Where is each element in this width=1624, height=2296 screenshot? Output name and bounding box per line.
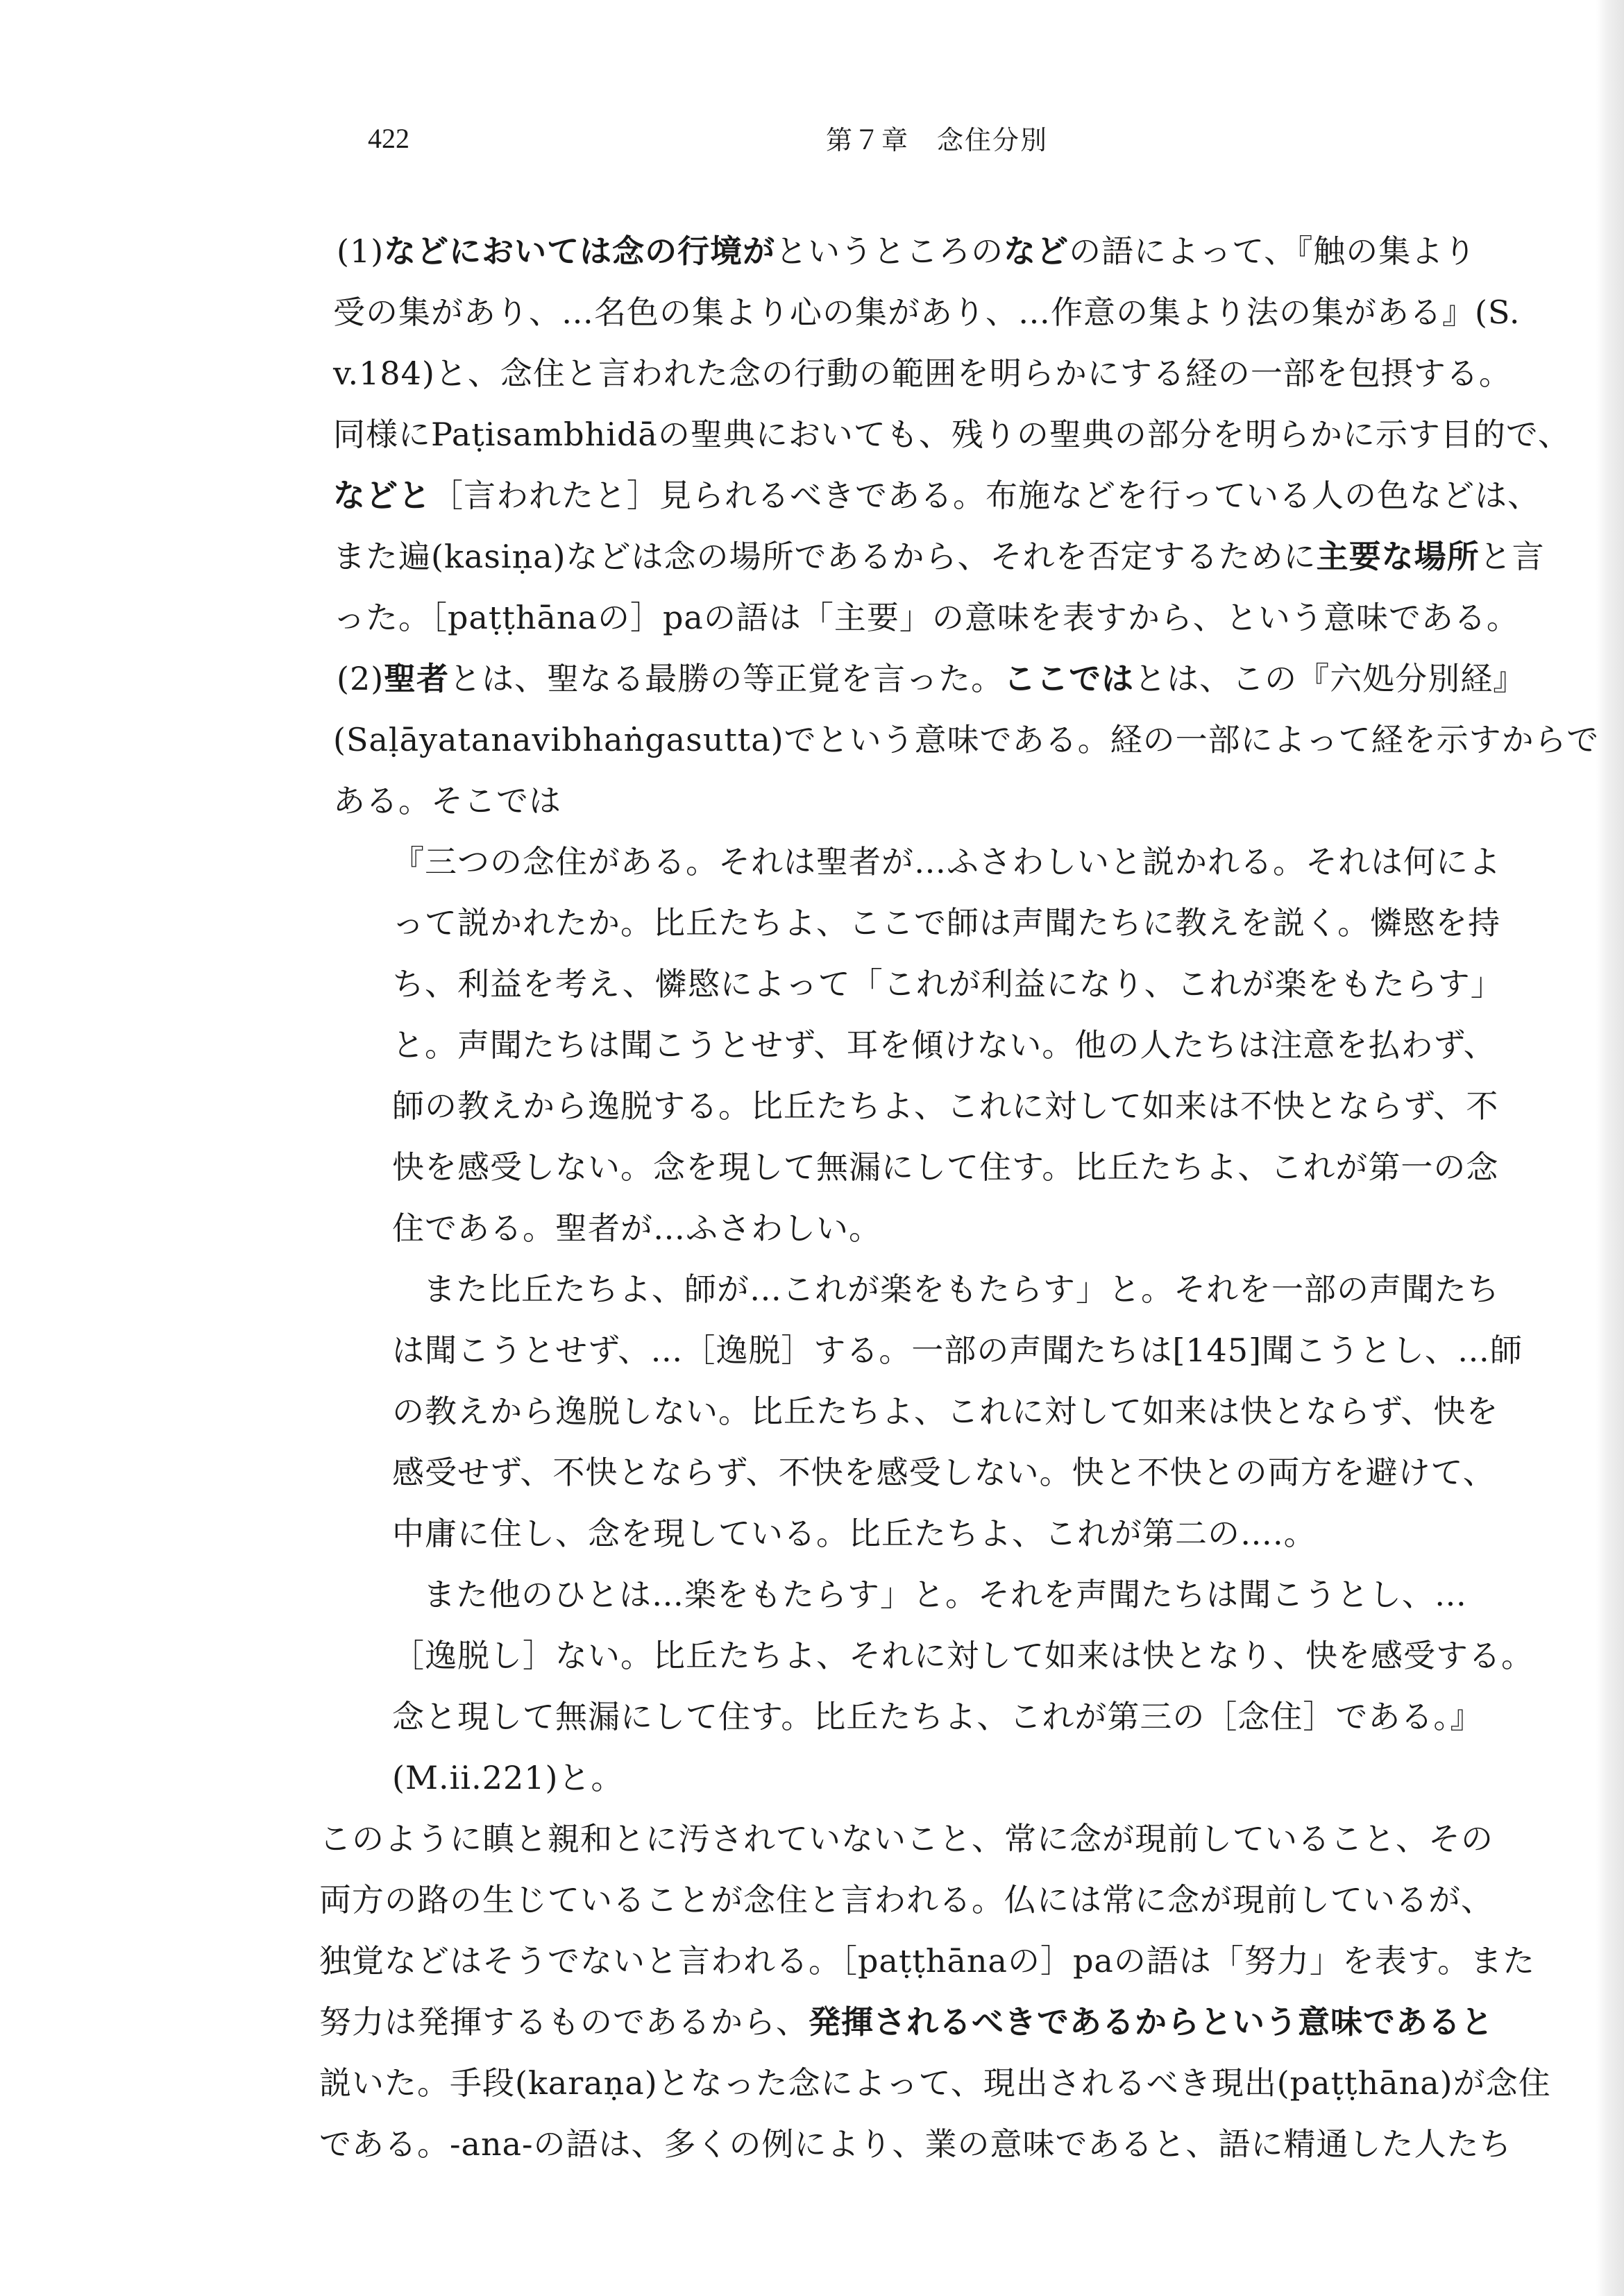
text-line: [319, 1994, 1494, 2050]
text-line: 独覚などはそうでないと言われる。［paṭṭhānaの］paの語は「努力」を表す。また: [319, 1942, 1536, 1980]
text-line: った。［paṭṭhānaの］paの語は「主要」の意味を表すから、という意味である。: [333, 599, 1519, 636]
text-line: ある。そこでは: [333, 782, 561, 819]
text-line: [337, 651, 1525, 706]
text-segment: と言: [1479, 538, 1545, 575]
quote-line: は聞こうとせず、…［逸脱］する。一部の声聞たちは[145]聞こうとし、…師: [392, 1332, 1523, 1369]
text-line: 両方の路の生じていることが念住と言われる。仏には常に念が現前しているが、: [319, 1881, 1494, 1919]
text-segment: (1): [337, 232, 384, 270]
text-line: 同様にPaṭisambhidāの聖典においても、残りの聖典の部分を明らかに示す目的で、: [333, 416, 1571, 453]
quote-line: 念と現して無漏にして住す。比丘たちよ、これが第三の［念住］である。』: [392, 1698, 1483, 1735]
bold-term: ここでは: [1004, 660, 1135, 697]
bold-term: 発揮されるべきであるからという意味であると: [809, 2003, 1494, 2041]
bold-term: 主要な場所: [1316, 538, 1480, 575]
text-line: である。-ana-の語は、多くの例により、業の意味であると、語に精通した人たち: [319, 2125, 1512, 2163]
quote-line: ［逸脱し］ない。比丘たちよ、それに対して如来は快となり、快を感受する。: [392, 1637, 1534, 1674]
quote-line: 快を感受しない。念を現して無漏にして住す。比丘たちよ、これが第一の念: [392, 1148, 1499, 1186]
bold-term: など: [1004, 232, 1069, 270]
text-segment: というところの: [775, 232, 1004, 270]
text-line: [333, 529, 1545, 584]
quote-line: と。声聞たちは聞こうとせず、耳を傾けない。他の人たちは注意を払わず、: [392, 1026, 1496, 1064]
text-line: [333, 468, 1540, 523]
text-segment: (2): [337, 660, 384, 697]
quote-line: (M.ii.221)と。: [392, 1759, 624, 1796]
text-segment: 努力は発揮するものであるから、: [319, 2003, 809, 2041]
text-line: 受の集があり、…名色の集より心の集があり、…作意の集より法の集がある』(S.: [333, 294, 1521, 331]
text-line: このように瞋と親和とに汚されていないこと、常に念が現前していること、その: [319, 1820, 1494, 1857]
quote-line: 感受せず、不快とならず、不快を感受しない。快と不快との両方を避けて、: [392, 1454, 1496, 1491]
bold-term: 聖者: [384, 660, 450, 697]
quote-line: ち、利益を考え、憐愍によって「これが利益になり、これが楽をもたらす」: [392, 965, 1503, 1003]
text-line: [337, 223, 1476, 279]
scan-edge-shadow: [1596, 0, 1624, 2296]
text-segment: とは、この『六処分別経』: [1134, 660, 1526, 697]
text-line: (Saḷāyatanavibhaṅgasutta)でという意味である。経の一部によって経を示すからで: [333, 721, 1600, 758]
quote-line: 住である。聖者が…ふさわしい。: [392, 1209, 881, 1247]
quote-line: って説かれたか。比丘たちよ、ここで師は声聞たちに教えを説く。憐愍を持: [392, 904, 1501, 942]
quote-line: 師の教えから逸脱する。比丘たちよ、これに対して如来は不快とならず、不: [392, 1087, 1499, 1125]
quote-line: の教えから逸脱しない。比丘たちよ、これに対して如来は快とならず、快を: [392, 1393, 1499, 1430]
quote-line: 中庸に住し、念を現している。比丘たちよ、これが第二の….。: [392, 1515, 1317, 1552]
quote-line: また他のひとは…楽をもたらす」と。それを声聞たちは聞こうとし、…: [423, 1576, 1467, 1613]
text-line: 説いた。手段(karaṇa)となった念によって、現出されるべき現出(paṭṭhāna)が念住: [319, 2064, 1551, 2102]
bold-term: などにおいては念の行境が: [384, 232, 776, 270]
page-number: 422: [368, 123, 409, 154]
quote-line: 『三つの念住がある。それは聖者が…ふさわしいと説かれる。それは何によ: [392, 843, 1501, 881]
text-segment: の語によって、『触の集より: [1069, 232, 1477, 270]
running-header: 第７章 念住分別: [826, 125, 1049, 155]
quote-line: また比丘たちよ、師が…これが楽をもたらす」と。それを一部の声聞たち: [423, 1270, 1500, 1308]
text-segment: とは、聖なる最勝の等正覚を言った。: [449, 660, 1004, 697]
text-segment: また遍(kasiṇa)などは念の場所であるから、それを否定するために: [333, 538, 1317, 575]
bold-term: などと: [333, 477, 431, 514]
text-segment: ［言われたと］見られるべきである。布施などを行っている人の色などは、: [431, 477, 1540, 514]
text-line: v.184)と、念住と言われた念の行動の範囲を明らかにする経の一部を包摂する。: [333, 355, 1512, 392]
